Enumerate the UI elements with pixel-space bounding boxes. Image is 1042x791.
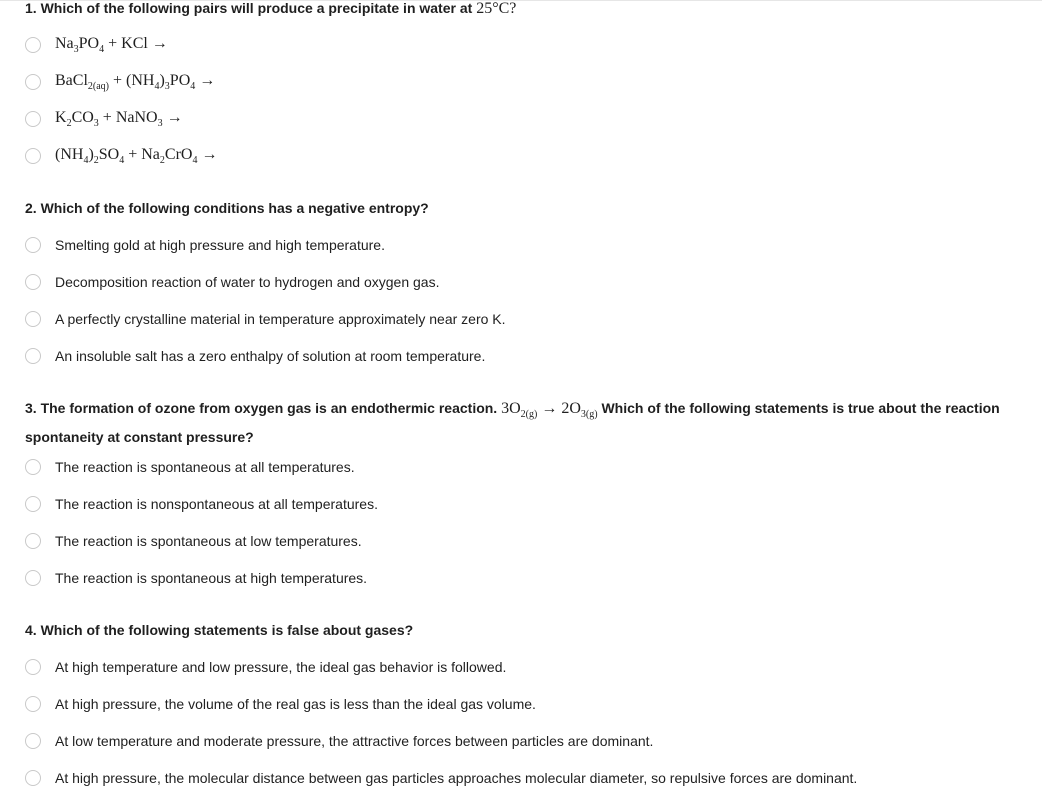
question-3-option-3[interactable] [25, 530, 362, 552]
question-1-text: Which of the following pairs will produce a precipitate in water at [40, 0, 473, 16]
option-label: The reaction is spontaneous at low temperatures. [55, 533, 362, 549]
radio-button[interactable] [25, 311, 41, 327]
question-1-prompt [25, 0, 516, 20]
option-label: Decomposition reaction of water to hydrogen and oxygen gas. [55, 274, 440, 290]
question-4-prompt [25, 619, 413, 641]
question-4-option-4[interactable] [25, 767, 857, 789]
option-label: BaCl$_{2(aq)}$ + $(NH_4)_3PO_4$ → [55, 71, 216, 93]
question-3-option-4[interactable] [25, 567, 367, 589]
option-label: At high pressure, the molecular distance between gas particles approaches molecular diameter, so repulsive forces are dominant. [55, 770, 858, 786]
question-2-option-2[interactable] [25, 271, 439, 293]
question-1-option-4[interactable] [25, 145, 217, 167]
question-3-equation: $3O_{2(g)} \to 2O_{3(g)}$ [501, 400, 598, 421]
radio-button[interactable] [25, 111, 41, 127]
radio-button[interactable] [25, 533, 41, 549]
question-2-option-1[interactable] [25, 234, 385, 256]
radio-button[interactable] [25, 74, 41, 90]
option-label: At low temperature and moderate pressure, the attractive forces between particles are dominant. [55, 733, 654, 749]
radio-button[interactable] [25, 37, 41, 53]
question-2-text: Which of the following conditions has a negative entropy? [40, 200, 429, 216]
question-2-option-4[interactable] [25, 345, 485, 367]
radio-button[interactable] [25, 274, 41, 290]
radio-button[interactable] [25, 148, 41, 164]
option-label: A perfectly crystalline material in temperature approximately near zero K. [55, 311, 506, 327]
question-3-number: 3. [25, 400, 37, 416]
question-1-number: 1. [25, 0, 37, 16]
option-label: The reaction is nonspontaneous at all temperatures. [55, 496, 378, 512]
radio-button[interactable] [25, 696, 41, 712]
option-label: $Na_3PO_4$ + KCl → [55, 34, 168, 56]
question-4-option-3[interactable] [25, 730, 653, 752]
option-label: The reaction is spontaneous at high temperatures. [55, 570, 368, 586]
question-3-option-2[interactable] [25, 493, 378, 515]
question-3-prompt [25, 397, 1040, 448]
radio-button[interactable] [25, 570, 41, 586]
option-label: $K_2CO_3$ + NaNO$_3$ → [55, 108, 183, 130]
question-1-option-1[interactable] [25, 34, 168, 56]
option-label: The reaction is spontaneous at all temperatures. [55, 459, 355, 475]
option-label: An insoluble salt has a zero enthalpy of solution at room temperature. [55, 348, 486, 364]
question-1-option-3[interactable] [25, 108, 183, 130]
radio-button[interactable] [25, 348, 41, 364]
option-label: $(NH_4)_2SO_4 + Na_2CrO_4$ → [55, 145, 218, 167]
question-3-option-1[interactable] [25, 456, 355, 478]
question-4-number: 4. [25, 622, 37, 638]
radio-button[interactable] [25, 733, 41, 749]
question-2-prompt [25, 197, 429, 219]
question-1-option-2[interactable] [25, 71, 215, 93]
radio-button[interactable] [25, 659, 41, 675]
question-3-text-part1: The formation of ozone from oxygen gas is an endothermic reaction. [40, 400, 498, 416]
option-label: Smelting gold at high pressure and high temperature. [55, 237, 385, 253]
question-3-text-part2: Which of the following statements is true about the reaction spontaneity at constant pressure? [25, 400, 1000, 446]
radio-button[interactable] [25, 459, 41, 475]
question-2-number: 2. [25, 200, 37, 216]
radio-button[interactable] [25, 496, 41, 512]
question-1-temperature: 25°C? [476, 0, 517, 17]
radio-button[interactable] [25, 237, 41, 253]
question-4-option-2[interactable] [25, 693, 536, 715]
question-4-option-1[interactable] [25, 656, 506, 678]
question-2-option-3[interactable] [25, 308, 506, 330]
option-label: At high temperature and low pressure, the ideal gas behavior is followed. [55, 659, 507, 675]
radio-button[interactable] [25, 770, 41, 786]
question-4-text: Which of the following statements is false about gases? [40, 622, 414, 638]
option-label: At high pressure, the volume of the real gas is less than the ideal gas volume. [55, 696, 536, 712]
